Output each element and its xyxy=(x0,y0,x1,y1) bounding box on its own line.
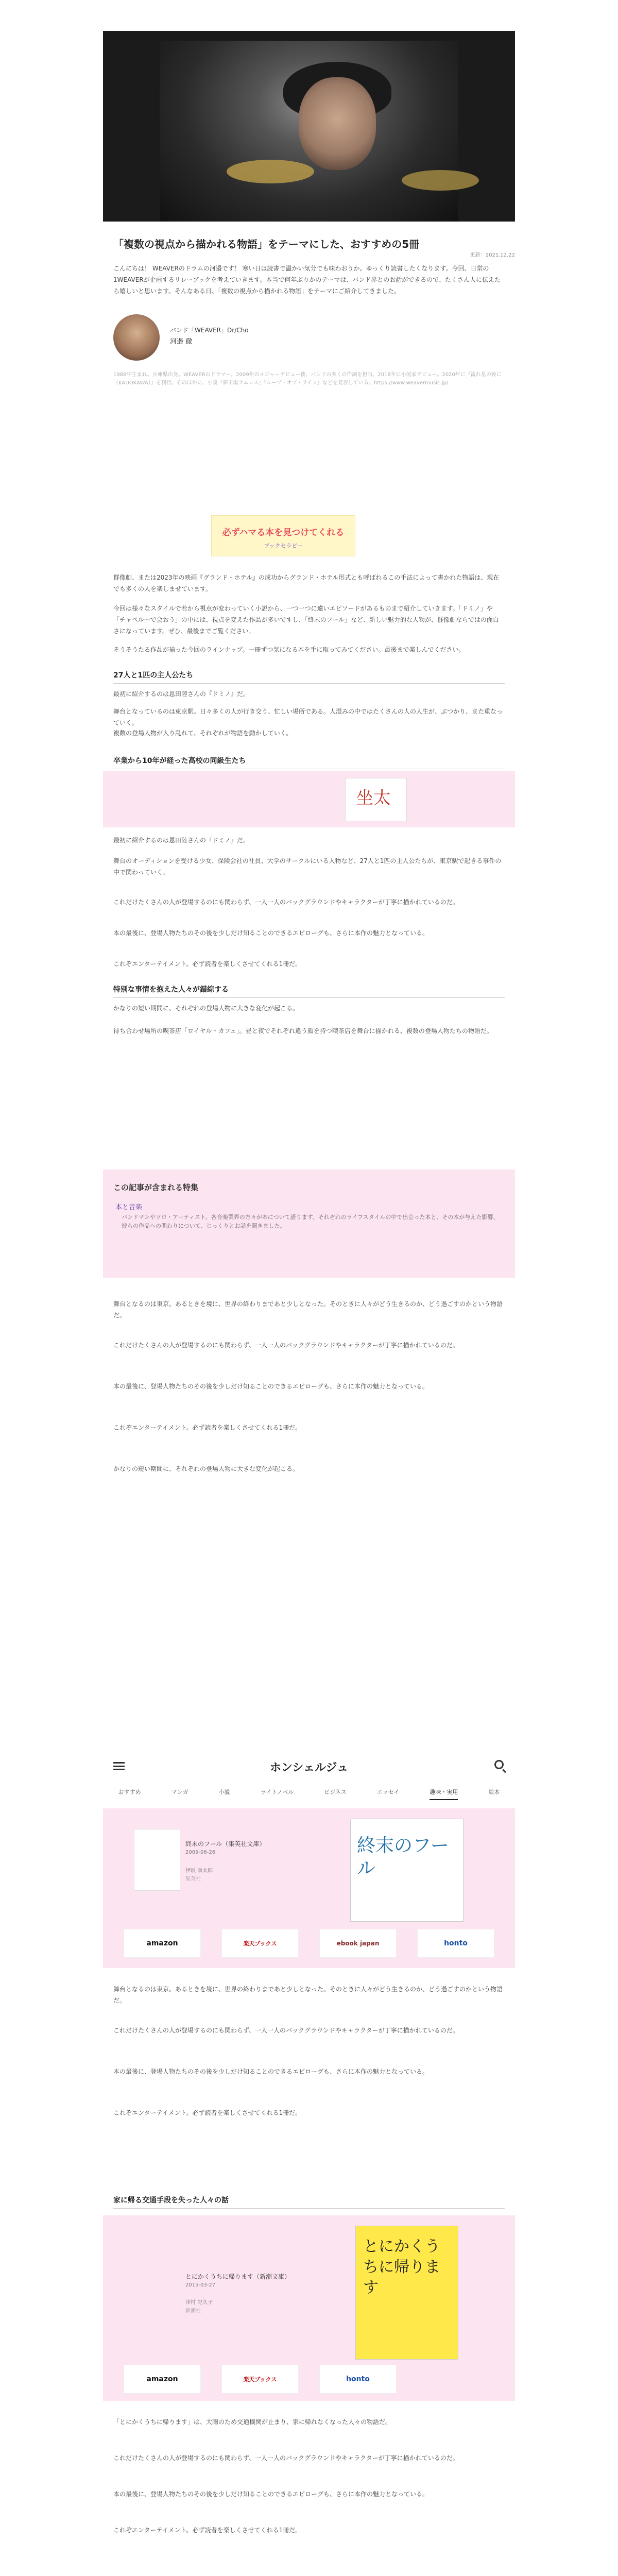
amazon-button[interactable]: amazon xyxy=(124,1929,201,1958)
avatar xyxy=(113,314,160,361)
paragraph: 本の最後に、登場人物たちのその後を少しだけ知ることのできるエピローグも、さらに本作の魅力となっている。 xyxy=(113,2068,429,2075)
amazon-button[interactable]: amazon xyxy=(124,2365,201,2394)
nav-item[interactable]: ライトノベル xyxy=(260,1789,294,1795)
book-cover: 終末のフール xyxy=(350,1819,464,1922)
nav-item[interactable]: おすすめ xyxy=(118,1789,141,1795)
nav-item[interactable]: エッセイ xyxy=(376,1789,400,1795)
paragraph: 舞台となっているのは東京駅。日々多くの人が行き交う、忙しい場所である。人混みの中ではたくさんの人の人生が、ぶつかり、また重なっていく。 xyxy=(113,708,503,726)
paragraph: 群像劇、または2023年の映画『グランド・ホテル』の成功からグランド・ホテル形式とも呼ばれるこの手法によって書かれた物語は、現在でも多くの人を楽しませています。 xyxy=(113,574,500,592)
section-heading: 家に帰る交通手段を失った人々の話 xyxy=(113,2195,505,2209)
page-title: 「複数の視点から描かれる物語」をテーマにした、おすすめの5冊 xyxy=(113,238,420,250)
paragraph: 「とにかくうちに帰ります」は、大雨のため交通機関が止まり、家に帰れなくなった人々の物語だ。 xyxy=(113,2418,392,2426)
book-thumbnail xyxy=(134,1829,180,1891)
search-icon[interactable] xyxy=(494,1760,504,1769)
paragraph: 待ち合わせ場所の喫茶店「ロイヤル・カフェ」。昼と夜でそれぞれ違う顔を持つ喫茶店を舞台に描かれる、複数の登場人物たちの物語だ。 xyxy=(113,1027,493,1035)
nav-item[interactable]: マンガ xyxy=(171,1789,188,1795)
paragraph: これだけたくさんの人が登場するのにも関わらず、一人一人のバックグラウンドやキャラクターが丁寧に描かれているのだ。 xyxy=(113,1342,459,1349)
book-cover: 坐太 xyxy=(345,778,407,821)
paragraph: 舞台となるのは東京。あるときを境に、世界の終わりまであと少しとなった。そのときに人々がどう生きるのか、どう過ごすのかという物語だ。 xyxy=(113,1986,503,2004)
paragraph: 本の最後に、登場人物たちのその後を少しだけ知ることのできるエピローグも、さらに本作の魅力となっている。 xyxy=(113,929,429,937)
rakuten-button[interactable]: 楽天ブックス xyxy=(221,1929,299,1958)
paragraph: 今回は様々なスタイルで若から視点が変わっていく小説から、一つ一つに違いエピソードがあるものまで紹介していきます。「ドミノ」や「チャペル〜で会おう」の中には、視点を変えた作品が多いですし、「終末のフール」など、新しい魅力的な人物が、群像劇ならではの面白さになっています。ぜひ、最後までご覧ください。 xyxy=(113,605,499,635)
nav-item[interactable]: ビジネス xyxy=(324,1789,347,1795)
ebookjapan-button[interactable]: ebook japan xyxy=(319,1929,397,1958)
banner-text: 必ずハマる本を見つけてくれる xyxy=(222,528,345,538)
honto-button[interactable]: honto xyxy=(319,2365,397,2394)
paragraph: これだけたくさんの人が登場するのにも関わらず、一人一人のバックグラウンドやキャラクターが丁寧に描かれているのだ。 xyxy=(113,2454,459,2462)
author-bio: 1988年生まれ。兵庫県出身。WEAVERのドラマー。2009年のメジャーデビュー後、バンドの多くの作詞を担当。2018年に小説家デビュー。2020年に『流れ星の夜に（KADOKAWA）』を刊行。そのほかに、小説『夢工場ラムレス』『ループ・オブ・ライフ』などを発表している。https://www.weavermusic.jp/ xyxy=(113,372,502,386)
author-name[interactable]: 河邉 徹 xyxy=(170,338,193,346)
book-therapy-banner[interactable] xyxy=(211,515,355,556)
nav-item[interactable]: 絵本 xyxy=(488,1789,500,1795)
site-header xyxy=(103,1747,515,1803)
paragraph: 複数の登場人物が入り乱れて、それぞれが物語を動かしていく。 xyxy=(113,730,293,737)
paragraph: これぞエンターテイメント。必ず読者を楽しくさせてくれる1冊だ。 xyxy=(113,960,302,968)
drummer-photo xyxy=(160,41,458,222)
paragraph: これぞエンターテイメント。必ず読者を楽しくさせてくれる1冊だ。 xyxy=(113,2109,302,2116)
category-nav xyxy=(103,1785,515,1800)
honto-button[interactable]: honto xyxy=(417,1929,494,1958)
paragraph: これだけたくさんの人が登場するのにも関わらず、一人一人のバックグラウンドやキャラクターが丁寧に描かれているのだ。 xyxy=(113,899,459,906)
paragraph: 本の最後に、登場人物たちのその後を少しだけ知ることのできるエピローグも、さらに本作の魅力となっている。 xyxy=(113,1383,429,1390)
site-logo[interactable]: ホンシェルジュ xyxy=(269,1761,349,1774)
lead-paragraph: こんにちは！ WEAVERのドラムの河邉です！ 寒い日は読書で温かい気分でも味わおうか。ゆっくり読書したくなります。今回、日常の1WEAVERが企画するリレーブックを考えていきます。本当で何年ぶりかのテーマは、バンド界とのお話ができるので、たくさん人に伝えたら嬉しいと思います。そんなある日、「複数の視点から描かれる物語」をテーマにご紹介してきました。 xyxy=(113,265,501,295)
paragraph: これぞエンターテイメント。必ず読者を楽しくさせてくれる1冊だ。 xyxy=(113,1424,302,1431)
paragraph: 最初に紹介するのは恩田陸さんの『ドミノ』だ。 xyxy=(113,690,250,698)
paragraph: かなりの短い期間に、それぞれの登場人物に大きな変化が起こる。 xyxy=(113,1005,299,1012)
paragraph: これぞエンターテイメント。必ず読者を楽しくさせてくれる1冊だ。 xyxy=(113,2527,302,2534)
section-heading: 27人と1匹の主人公たち xyxy=(113,670,505,684)
book-cover: とにかくうちに帰ります xyxy=(355,2226,458,2360)
feature-link[interactable]: 本と音楽 xyxy=(115,1204,143,1211)
paragraph: そうそうたる作品が揃った今回のラインナップ。一冊ずつ気になる本を手に取ってみてください。最後まで楽しんでください。 xyxy=(113,646,465,653)
book-card-tonikaku[interactable]: とにかくうちに帰ります（新潮文庫） 2015-03-27 津村 記久子 新潮社 とにかくうちに帰ります amazon 楽天ブックス honto xyxy=(103,2215,515,2401)
feature-box xyxy=(103,1170,515,1278)
section-heading: 卒業から10年が経った高校の同級生たち xyxy=(113,755,505,769)
book-card-domino[interactable] xyxy=(103,771,515,827)
shop-buttons xyxy=(124,1929,494,1958)
nav-item[interactable]: 小説 xyxy=(218,1789,230,1795)
author-role: バンド「WEAVER」Dr/Cho xyxy=(170,327,249,334)
paragraph: これだけたくさんの人が登場するのにも関わらず、一人一人のバックグラウンドやキャラクターが丁寧に描かれているのだ。 xyxy=(113,2027,459,2034)
paragraph: かなりの短い期間に、それぞれの登場人物に大きな変化が起こる。 xyxy=(113,1465,299,1472)
banner-sub: ブックセラピー xyxy=(264,543,303,549)
paragraph: 本の最後に、登場人物たちのその後を少しだけ知ることのできるエピローグも、さらに本作の魅力となっている。 xyxy=(113,2490,429,2498)
section-heading: 特別な事情を抱えた人々が錯綜する xyxy=(113,984,505,998)
nav-item-active[interactable]: 趣味・実用 xyxy=(430,1785,458,1800)
book-card-shumatsu[interactable]: 終末のフール（集英社文庫） 2009-06-26 伊坂 幸太郎 集英社 終末のフール amazon 楽天ブックス ebook japan honto xyxy=(103,1808,515,1968)
feature-description: バンドマンやソロ・アーティスト、各音楽業界の方々が本について語ります。それぞれのライフスタイルの中で出会った本と、その本が与えた影響、彼らの作品への関わりについて、じっくりとお話を聞きました。 xyxy=(122,1214,499,1229)
update-date: 更新：2021.12.22 xyxy=(470,252,515,258)
hero-image xyxy=(103,31,515,222)
paragraph: 舞台となるのは東京。あるときを境に、世界の終わりまであと少しとなった。そのときに人々がどう生きるのか、どう過ごすのかという物語だ。 xyxy=(113,1300,503,1319)
paragraph: 舞台のオーディションを受ける少女、保険会社の社員、大学のサークルにいる人物など、27人と1匹の主人公たちが、東京駅で起きる事件の中で関わっていく。 xyxy=(113,857,502,876)
paragraph: 最初に紹介するのは恩田陸さんの『ドミノ』だ。 xyxy=(113,837,250,844)
shop-buttons xyxy=(124,2365,494,2394)
feature-heading: この記事が含まれる特集 xyxy=(113,1183,199,1192)
rakuten-button[interactable]: 楽天ブックス xyxy=(221,2365,299,2394)
